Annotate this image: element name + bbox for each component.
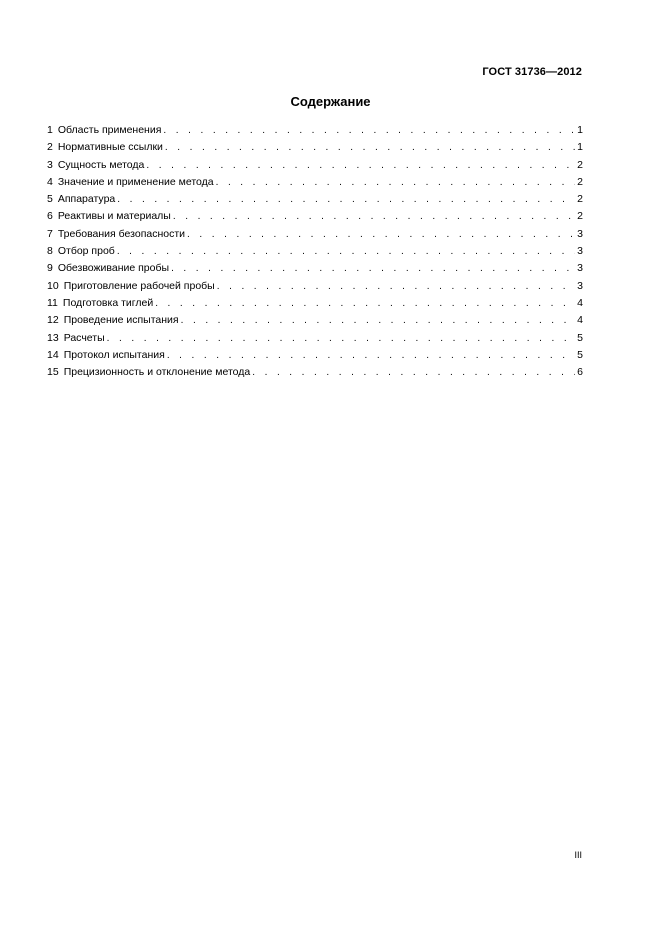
toc-entry[interactable]: [47, 139, 583, 156]
toc-entry-page: 4: [577, 296, 583, 309]
toc-entry-page: 6: [577, 366, 583, 379]
toc-entry-page: 3: [577, 279, 583, 292]
toc-entry-number: 11: [47, 296, 58, 309]
toc-entry-number: 3: [47, 158, 53, 171]
toc-dot-leader: [181, 312, 576, 329]
toc-entry-title: Протокол испытания: [63, 348, 165, 361]
toc-entry-page: 3: [577, 262, 583, 275]
toc-entry-number: 14: [47, 348, 59, 361]
toc-entry-number: 4: [47, 175, 53, 188]
toc-entry-page: 5: [577, 331, 583, 344]
toc-entry[interactable]: [47, 278, 583, 295]
toc-entry-page: 2: [577, 158, 583, 171]
toc-entry-number: 8: [47, 245, 53, 258]
table-of-contents: [47, 122, 583, 381]
toc-dot-leader: [117, 191, 575, 208]
toc-dot-leader: [187, 226, 575, 243]
toc-dot-leader: [117, 243, 575, 260]
toc-entry[interactable]: [47, 330, 583, 347]
toc-entry-page: 1: [577, 141, 583, 154]
toc-entry[interactable]: [47, 347, 583, 364]
toc-dot-leader: [165, 139, 575, 156]
toc-entry-number: 9: [47, 262, 53, 275]
toc-dot-leader: [146, 157, 575, 174]
toc-entry-title: Область применения: [57, 124, 162, 136]
toc-entry-number: 6: [47, 210, 53, 223]
toc-entry-title: Подготовка тиглей: [62, 296, 154, 309]
toc-entry-page: 3: [577, 245, 583, 258]
toc-entry-title: Расчеты: [63, 331, 105, 344]
toc-entry-page: 5: [577, 348, 583, 361]
toc-entry[interactable]: [47, 208, 583, 225]
toc-entry-page: 2: [577, 175, 583, 188]
toc-entry[interactable]: [47, 174, 583, 191]
toc-entry-page: 2: [577, 193, 583, 206]
toc-entry-number: 7: [47, 227, 53, 240]
toc-dot-leader: [163, 122, 575, 139]
toc-entry-title: Требования безопасности: [57, 227, 186, 240]
toc-entry[interactable]: [47, 122, 583, 139]
toc-entry-title: Нормативные ссылки: [57, 141, 163, 154]
toc-dot-leader: [171, 260, 575, 277]
toc-entry[interactable]: [47, 312, 583, 329]
toc-entry[interactable]: [47, 260, 583, 277]
toc-entry-title: Проведение испытания: [63, 314, 179, 327]
toc-dot-leader: [217, 278, 575, 295]
toc-dot-leader: [155, 295, 575, 312]
toc-entry-number: 13: [47, 331, 59, 344]
toc-dot-leader: [252, 364, 575, 381]
toc-entry-title: Значение и применение метода: [57, 175, 214, 188]
toc-dot-leader: [216, 174, 576, 191]
toc-dot-leader: [107, 330, 576, 347]
toc-entry-page: 3: [577, 227, 583, 240]
toc-entry-title: Обезвоживание пробы: [57, 262, 170, 275]
toc-entry-title: Прецизионность и отклонение метода: [63, 366, 251, 379]
toc-entry-title: Приготовление рабочей пробы: [63, 279, 215, 292]
toc-entry-page: 1: [577, 124, 583, 136]
toc-entry[interactable]: [47, 243, 583, 260]
toc-dot-leader: [173, 208, 575, 225]
toc-entry[interactable]: [47, 364, 583, 381]
toc-entry-number: 12: [47, 314, 59, 327]
toc-dot-leader: [167, 347, 575, 364]
toc-entry[interactable]: [47, 157, 583, 174]
toc-entry[interactable]: [47, 226, 583, 243]
toc-title: Содержание: [290, 94, 371, 109]
toc-entry-number: 10: [47, 279, 59, 292]
toc-entry[interactable]: [47, 295, 583, 312]
toc-entry-number: 15: [47, 366, 59, 379]
toc-entry-title: Отбор проб: [57, 245, 115, 258]
toc-entry-title: Сущность метода: [57, 158, 145, 171]
toc-entry-number: 2: [47, 141, 53, 154]
document-code: ГОСТ 31736—2012: [482, 66, 582, 78]
toc-entry[interactable]: [47, 191, 583, 208]
page-number: III: [574, 850, 582, 860]
toc-entry-number: 5: [47, 193, 53, 206]
toc-entry-title: Реактивы и материалы: [57, 210, 171, 223]
toc-entry-page: 4: [577, 314, 583, 327]
toc-entry-number: 1: [47, 124, 53, 136]
toc-entry-page: 2: [577, 210, 583, 223]
toc-entry-title: Аппаратура: [57, 193, 116, 206]
